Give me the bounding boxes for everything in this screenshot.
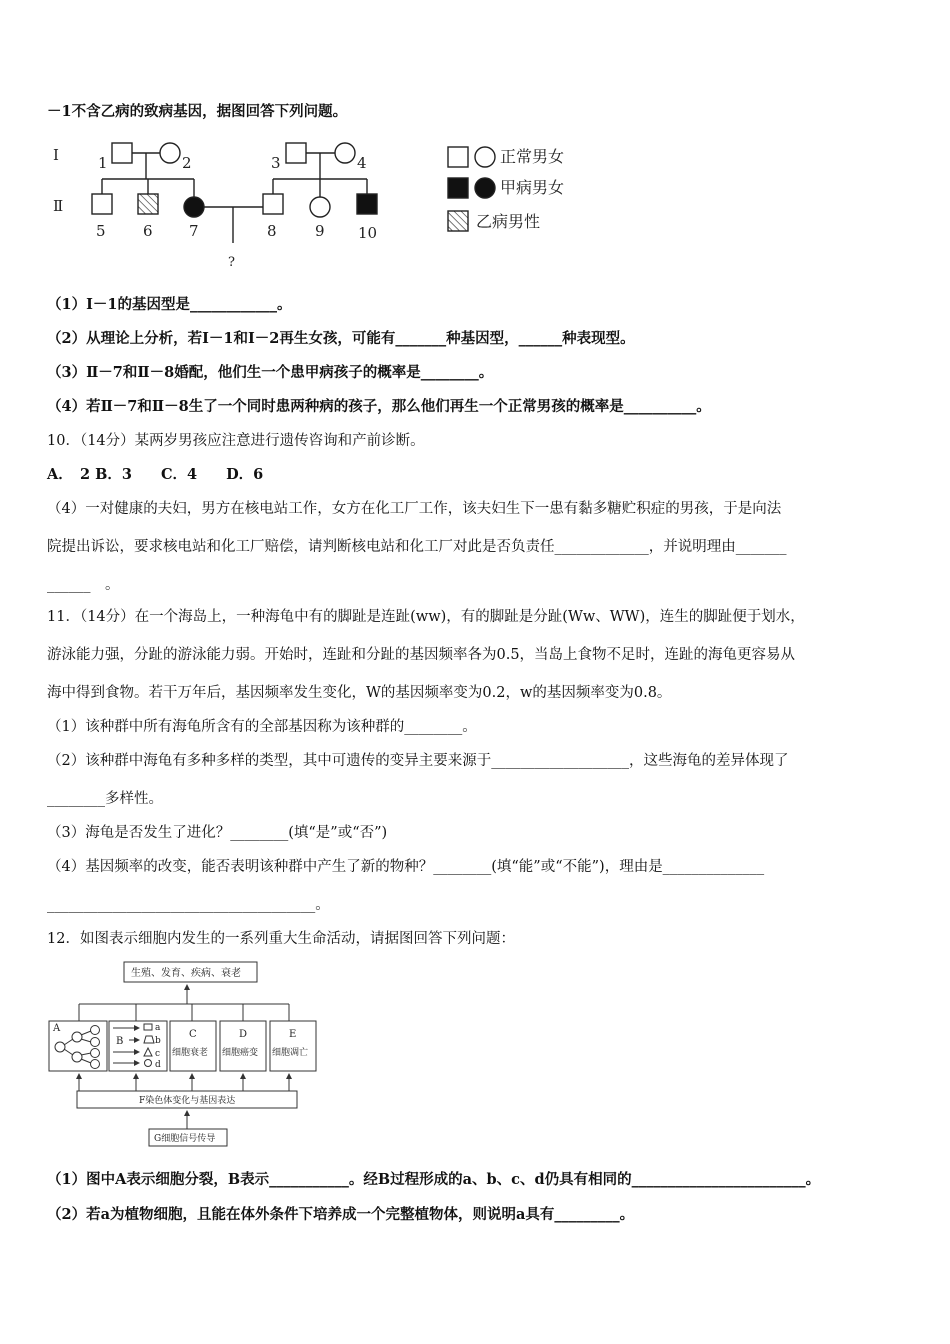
label-C: C [189, 1029, 197, 1040]
q10-part4-line3: ______ 。 [47, 577, 120, 593]
label-B: B [116, 1036, 124, 1047]
q11-stem-line2: 游泳能力强，分趾的游泳能力弱。开始时，连趾和分趾的基因频率各为0.5，当岛上食物不足时，连趾的海龟更容易从 [47, 647, 796, 663]
num-2: 2 [182, 154, 192, 172]
q11-stem-line1: 11．（14分）在一个海岛上，一种海龟中有的脚趾是连趾(ww)，有的脚趾是分趾(Ww、WW)，连生的脚趾便于划水， [47, 609, 805, 625]
q9-part1: （1）Ⅰ－1的基因型是____________。 [47, 296, 292, 313]
label-A: A [53, 1023, 61, 1034]
legend-jia-male [448, 178, 468, 198]
individual-8 [263, 194, 283, 214]
label-D-text: 细胞癌变 [222, 1048, 259, 1058]
q11-part2-line1: （2）该种群中海龟有多种多样的类型，其中可遗传的变异主要来源于___________________，这些海龟的差异体现了 [47, 753, 789, 769]
individual-5 [92, 194, 112, 214]
legend-jia-female [475, 178, 495, 198]
legend-jia-label: 甲病男女 [500, 178, 565, 197]
gen1-label: Ⅰ [53, 146, 59, 164]
individual-6 [138, 194, 158, 214]
legend-yi-male [448, 211, 468, 231]
legend-normal-label: 正常男女 [500, 147, 565, 166]
top-box-label: 生殖、发育、疾病、衰老 [131, 968, 241, 979]
label-C-text: 细胞衰老 [172, 1048, 209, 1058]
individual-7 [184, 197, 204, 217]
label-a: a [155, 1023, 161, 1033]
intro-text: －1不含乙病的致病基因，据图回答下列问题。 [47, 103, 348, 120]
num-5: 5 [96, 222, 106, 240]
num-1: 1 [98, 154, 108, 172]
q9-part4: （4）若Ⅱ－7和Ⅱ－8生了一个同时患两种病的孩子，那么他们再生一个正常男孩的概率是__________。 [47, 398, 711, 415]
q12-title: 12．如图表示细胞内发生的一系列重大生命活动，请据图回答下列问题： [47, 931, 515, 947]
legend-normal-female [475, 147, 495, 167]
pedigree-diagram [45, 135, 595, 275]
legend-yi-label: 乙病男性 [476, 212, 541, 231]
q10-part4-line1: （4）一对健康的夫妇，男方在核电站工作，女方在化工厂工作，该夫妇生下一患有黏多糖贮积症的男孩，于是向法 [47, 501, 782, 517]
label-d: d [155, 1060, 161, 1070]
label-c: c [155, 1049, 161, 1059]
q10-options: A． 2 B．3 C．4 D．6 [47, 466, 264, 483]
q12-part2: （2）若a为植物细胞，且能在体外条件下培养成一个完整植物体，则说明a具有_________。 [47, 1206, 635, 1223]
gen2-label: Ⅱ [53, 197, 64, 215]
label-F: F染色体变化与基因表达 [139, 1096, 236, 1106]
legend-normal-male [448, 147, 468, 167]
cell-activity-diagram [47, 958, 322, 1153]
q11-part4-line2: _____________________________________。 [47, 897, 330, 913]
num-4: 4 [357, 154, 367, 172]
individual-3 [286, 143, 306, 163]
unknown-child: ? [228, 255, 235, 270]
label-D: D [239, 1029, 248, 1040]
q9-part2: （2）从理论上分析，若Ⅰ－1和Ⅰ－2再生女孩，可能有_______种基因型，______种表现型。 [47, 330, 635, 347]
num-10: 10 [358, 224, 378, 242]
individual-9 [310, 197, 330, 217]
q11-stem-line3: 海中得到食物。若干万年后，基因频率发生变化，W的基因频率变为0.2，w的基因频率变为0.8。 [47, 685, 672, 701]
q11-part1: （1）该种群中所有海龟所含有的全部基因称为该种群的________。 [47, 719, 477, 735]
label-b: b [155, 1036, 161, 1046]
label-E-text: 细胞凋亡 [272, 1048, 309, 1058]
label-G: G细胞信号传导 [154, 1134, 216, 1144]
num-8: 8 [267, 222, 277, 240]
q10-title: 10．（14分）某两岁男孩应注意进行遗传咨询和产前诊断。 [47, 433, 425, 449]
q11-part2-line2: ________多样性。 [47, 791, 163, 807]
num-9: 9 [315, 222, 325, 240]
q11-part3: （3）海龟是否发生了进化？________(填“是”或“否”) [47, 825, 388, 841]
num-6: 6 [143, 222, 153, 240]
individual-1 [112, 143, 132, 163]
q11-part4-line1: （4）基因频率的改变，能否表明该种群中产生了新的物种？________(填“能”或“不能”)，理由是______________ [47, 859, 765, 875]
individual-2 [160, 143, 180, 163]
q12-part1: （1）图中A表示细胞分裂，B表示___________。经B过程形成的a、b、c、d仍具有相同的________________________。 [47, 1171, 821, 1188]
q10-part4-line2: 院提出诉讼，要求核电站和化工厂赔偿，请判断核电站和化工厂对此是否负责任_____________，并说明理由_______ [47, 539, 787, 555]
label-E: E [289, 1029, 297, 1040]
num-3: 3 [271, 154, 281, 172]
num-7: 7 [189, 222, 199, 240]
q9-part3: （3）Ⅱ－7和Ⅱ－8婚配，他们生一个患甲病孩子的概率是________。 [47, 364, 494, 381]
individual-10 [357, 194, 377, 214]
individual-4 [335, 143, 355, 163]
